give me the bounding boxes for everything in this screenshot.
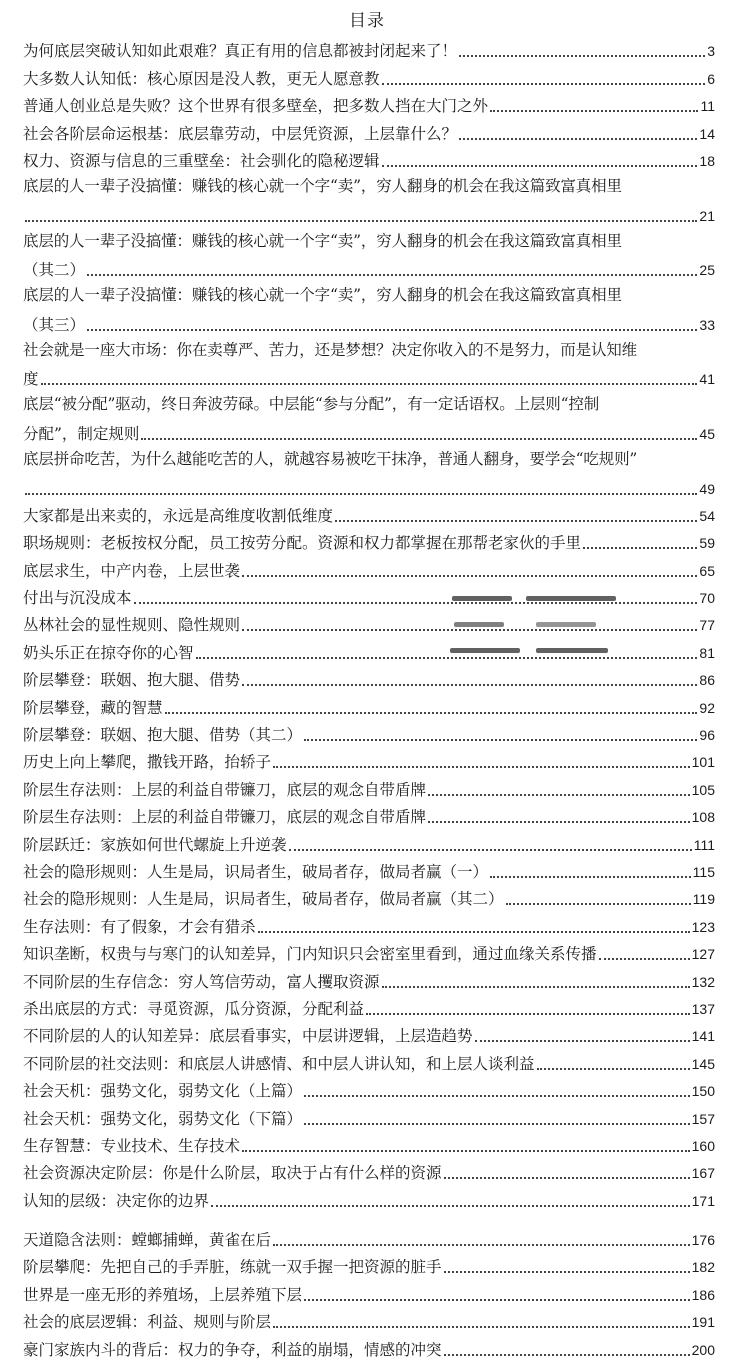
toc-entry-title: 阶层生存法则：上层的利益自带镰刀，底层的观念自带盾牌 [23, 808, 427, 827]
toc-entry-page: 14 [699, 125, 715, 142]
toc-entry-title: 阶层攀爬：先把自己的手弄脏，练就一双手握一把资源的脏手 [23, 1258, 442, 1277]
leader-dots [459, 137, 697, 140]
leader-dots [382, 985, 690, 988]
toc-entry-title: 社会天机：强势文化，弱势文化（下篇） [23, 1109, 303, 1128]
leader-dots [211, 1204, 690, 1207]
toc-entry[interactable] [23, 802, 715, 829]
scan-smudge [452, 596, 512, 601]
leader-dots [273, 1243, 690, 1246]
leader-dots [335, 519, 697, 522]
leader-dots [583, 546, 697, 549]
leader-dots [428, 820, 690, 823]
scan-artifacts [440, 576, 660, 686]
toc-entry-title: 社会各阶层命运根基：底层靠劳动，中层凭资源，上层靠什么？ [23, 124, 458, 143]
toc-entry-page: 25 [699, 262, 715, 279]
scan-smudge [536, 622, 596, 627]
leader-dots [382, 82, 706, 85]
leader-dots [537, 1067, 690, 1070]
leader-dots [289, 848, 692, 851]
toc-entry-title: 不同阶层的人的认知差异：底层看事实，中层讲逻辑，上层造趋势 [23, 1027, 473, 1046]
toc-entry-title: 付出与沉没成本 [23, 589, 132, 608]
leader-dots [87, 328, 697, 331]
toc-entry-page: 111 [693, 836, 715, 853]
toc-entry[interactable] [23, 1252, 715, 1279]
toc-entry-title: 阶层攀登：联姻、抱大腿、借势 [23, 671, 241, 690]
toc-entry-title: 社会的底层逻辑：利益、规则与阶层 [23, 1313, 272, 1332]
scan-smudge [450, 648, 520, 653]
toc-entry-title: 阶层攀登：联姻、抱大腿、借势（其二） [23, 726, 303, 745]
toc-entry-page: 54 [699, 507, 715, 524]
scan-smudge [526, 596, 616, 601]
toc-entry[interactable] [23, 1131, 715, 1158]
toc-entry-title: 知识垄断，权贵与与寒门的认知差异，门内知识只会密室里看到，通过血缘关系传播 [23, 945, 597, 964]
toc-entry[interactable] [23, 282, 715, 337]
toc-entry-page: 182 [691, 1259, 715, 1276]
toc-entry-title: 历史上向上攀爬，撒钱开路，抬轿子 [23, 753, 272, 772]
toc-entry[interactable] [23, 391, 715, 446]
toc-entry-page: 49 [699, 480, 715, 497]
toc-entry[interactable] [23, 720, 715, 747]
toc-entry-title: 不同阶层的生存信念：穷人笃信劳动，富人攫取资源 [23, 972, 380, 991]
toc-entry[interactable] [23, 501, 715, 528]
toc-entry-page: 77 [699, 617, 715, 634]
toc-entry-page: 96 [699, 727, 715, 744]
toc-entry-title: 生存法则：有了假象，才会有猎杀 [23, 917, 256, 936]
leader-dots [366, 1012, 690, 1015]
toc-entry-page: 160 [691, 1137, 715, 1154]
toc-entry[interactable] [23, 994, 715, 1021]
toc-entry[interactable] [23, 1279, 715, 1306]
toc-entry-title: 底层的人一辈子没搞懂：赚钱的核心就一个字“卖”，穷人翻身的机会在我这篇致富真相里 [23, 176, 622, 195]
leader-dots [490, 875, 691, 878]
toc-entry-title: 认知的层级：决定你的边界 [23, 1191, 210, 1210]
toc-entry-page: 101 [691, 754, 715, 771]
toc-entry-page: 45 [699, 425, 715, 442]
toc-entry-page: 92 [699, 699, 715, 716]
toc-entry-page: 171 [691, 1192, 715, 1209]
toc-entry[interactable] [23, 63, 715, 90]
toc-entry[interactable] [23, 446, 715, 501]
toc-entry[interactable] [23, 118, 715, 145]
toc-entry[interactable] [23, 1103, 715, 1130]
toc-entry[interactable] [23, 884, 715, 911]
toc-entry-title: 丛林社会的显性规则、隐性规则 [23, 616, 241, 635]
toc-entry-title: 社会的隐形规则：人生是局，识局者生，破局者存，做局者赢（一） [23, 862, 489, 881]
scan-smudge [454, 622, 504, 627]
toc-entry[interactable] [23, 36, 715, 63]
toc-entry-page: 167 [691, 1165, 715, 1182]
toc-entry-page: 186 [691, 1286, 715, 1303]
toc-entry[interactable] [23, 1307, 715, 1334]
toc-entry-page: 41 [699, 371, 715, 388]
toc-entry-title: 不同阶层的社交法则：和底层人讲感情、和中层人讲认知，和上层人谈利益 [23, 1054, 535, 1073]
toc-entry-title: 天道隐含法则：螳螂捕蝉，黄雀在后 [23, 1231, 272, 1250]
leader-dots [475, 1039, 690, 1042]
toc-entry-title-cont: （其三） [23, 315, 86, 334]
toc-entry-page: 123 [691, 918, 715, 935]
toc-entry[interactable] [23, 228, 715, 283]
leader-dots [87, 273, 697, 276]
toc-entry-title: 普通人创业总是失败？这个世界有很多壁垒，把多数人挡在大门之外 [23, 97, 489, 116]
toc-entry-page: 141 [691, 1028, 715, 1045]
toc-entry-page: 3 [707, 43, 715, 60]
toc-entry-title: 社会的隐形规则：人生是局，识局者生，破局者存，做局者赢（其二） [23, 890, 504, 909]
toc-entry-page: 21 [699, 207, 715, 224]
toc-entry[interactable] [23, 1048, 715, 1075]
toc-entry-page: 145 [691, 1055, 715, 1072]
toc-list [23, 36, 715, 1362]
toc-entry[interactable] [23, 1185, 715, 1212]
toc-entry-page: 157 [691, 1110, 715, 1127]
toc-entry-page: 200 [691, 1341, 715, 1358]
toc-entry-title: 社会天机：强势文化，弱势文化（上篇） [23, 1082, 303, 1101]
leader-dots [382, 164, 698, 167]
leader-dots [304, 1298, 690, 1301]
toc-entry[interactable] [23, 1158, 715, 1185]
scan-smudge [536, 648, 608, 653]
toc-entry-title-cont: 度 [23, 370, 39, 389]
leader-dots [444, 1353, 690, 1356]
toc-entry-title: 生存智慧：专业技术、生存技术 [23, 1136, 241, 1155]
leader-dots [141, 437, 697, 440]
toc-entry-page: 150 [691, 1083, 715, 1100]
toc-entry[interactable] [23, 774, 715, 801]
toc-entry[interactable] [23, 939, 715, 966]
toc-entry-page: 65 [699, 562, 715, 579]
toc-entry-title-cont: 分配”，制定规则 [23, 424, 140, 443]
toc-entry-title: 底层“被分配”驱动，终日奔波劳碌。中层能“参与分配”，有一定话语权。上层则“控制 [23, 395, 600, 414]
toc-entry-title: 底层拼命吃苦，为什么越能吃苦的人，就越容易被吃干抹净，普通人翻身，要学会“吃规则” [23, 449, 638, 468]
toc-entry-title: 底层的人一辈子没搞懂：赚钱的核心就一个字“卖”，穷人翻身的机会在我这篇致富真相里 [23, 286, 622, 305]
leader-dots [599, 957, 690, 960]
toc-entry-page: 176 [691, 1232, 715, 1249]
toc-entry[interactable] [23, 747, 715, 774]
toc-entry[interactable] [23, 528, 715, 555]
leader-dots [258, 930, 690, 933]
toc-entry-page: 105 [691, 781, 715, 798]
toc-entry-title: 社会就是一座大市场：你在卖尊严、苦力，还是梦想？决定你收入的不是努力，而是认知维 [23, 340, 638, 359]
toc-entry[interactable] [23, 146, 715, 173]
toc-entry[interactable] [23, 1021, 715, 1048]
toc-entry-page: 132 [691, 973, 715, 990]
toc-entry-title: 杀出底层的方式：寻觅资源，瓜分资源，分配利益 [23, 999, 365, 1018]
leader-dots [444, 1270, 690, 1273]
toc-entry-title: 权力、资源与信息的三重壁垒：社会驯化的隐秘逻辑 [23, 151, 380, 170]
toc-entry-page: 18 [699, 152, 715, 169]
leader-dots [304, 1122, 690, 1125]
toc-entry[interactable] [23, 91, 715, 118]
leader-dots [25, 219, 697, 222]
toc-entry-title: 世界是一座无形的养殖场，上层养殖下层 [23, 1285, 303, 1304]
toc-entry[interactable] [23, 966, 715, 993]
leader-dots [506, 902, 691, 905]
toc-entry-title: 大家都是出来卖的，永远是高维度收割低维度 [23, 506, 334, 525]
toc-entry[interactable] [23, 829, 715, 856]
toc-entry[interactable] [23, 1334, 715, 1361]
toc-entry-title: 奶头乐正在掠夺你的心智 [23, 643, 194, 662]
toc-entry-page: 6 [707, 70, 715, 87]
toc-entry[interactable] [23, 173, 715, 228]
toc-entry-page: 137 [691, 1000, 715, 1017]
toc-entry-page: 108 [691, 809, 715, 826]
toc-entry-title: 阶层生存法则：上层的利益自带镰刀，底层的观念自带盾牌 [23, 780, 427, 799]
toc-entry-title: 阶层跃迁：家族如何世代螺旋上升逆袭 [23, 835, 287, 854]
leader-dots [304, 738, 697, 741]
toc-entry[interactable] [23, 692, 715, 719]
leader-dots [490, 109, 698, 112]
toc-entry-title: 底层求生，中产内卷，上层世袭 [23, 561, 241, 580]
toc-title: 目录 [349, 11, 385, 31]
leader-dots [304, 1094, 690, 1097]
leader-dots [165, 711, 698, 714]
toc-entry-title: 豪门家族内斗的背后：权力的争夺，利益的崩塌，情感的冲突 [23, 1340, 442, 1359]
toc-entry-page: 119 [692, 891, 715, 908]
toc-entry-page: 81 [699, 644, 715, 661]
leader-dots [459, 54, 705, 57]
toc-entry[interactable] [23, 1076, 715, 1103]
toc-entry-title: 职场规则：老板按权分配，员工按劳分配。资源和权力都掌握在那帮老家伙的手里 [23, 534, 582, 553]
toc-entry-title: 阶层攀登，藏的智慧 [23, 698, 163, 717]
leader-dots [25, 492, 697, 495]
toc-entry-page: 191 [691, 1314, 715, 1331]
toc-entry-page: 59 [699, 535, 715, 552]
leader-dots [41, 382, 698, 385]
toc-entry[interactable] [23, 1225, 715, 1252]
toc-entry-page: 127 [691, 946, 715, 963]
toc-entry-page: 11 [700, 98, 715, 115]
toc-entry[interactable] [23, 337, 715, 392]
toc-entry[interactable] [23, 911, 715, 938]
toc-entry-title: 底层的人一辈子没搞懂：赚钱的核心就一个字“卖”，穷人翻身的机会在我这篇致富真相里 [23, 231, 622, 250]
leader-dots [428, 793, 690, 796]
toc-entry-title: 社会资源决定阶层：你是什么阶层，取决于占有什么样的资源 [23, 1164, 442, 1183]
leader-dots [273, 765, 690, 768]
leader-dots [242, 1149, 690, 1152]
toc-entry-title: 为何底层突破认知如此艰难？真正有用的信息都被封闭起来了！ [23, 42, 458, 61]
toc-entry-page: 70 [699, 590, 715, 607]
toc-entry-title: 大多数人认知低：核心原因是没人教，更无人愿意教 [23, 69, 380, 88]
toc-entry-title-cont: （其二） [23, 261, 86, 280]
leader-dots [444, 1176, 690, 1179]
toc-entry[interactable] [23, 857, 715, 884]
toc-entry-page: 86 [699, 672, 715, 689]
toc-entry-page: 33 [699, 316, 715, 333]
toc-entry-page: 115 [692, 863, 715, 880]
